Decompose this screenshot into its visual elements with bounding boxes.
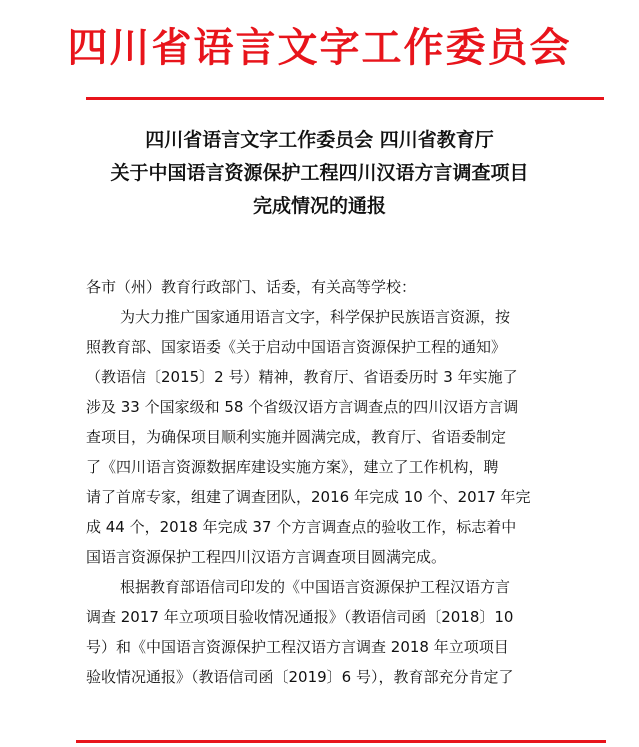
paragraph-1-line: 查项目，为确保项目顺利实施并圆满完成，教育厅、省语委制定 bbox=[86, 428, 507, 446]
notice-title-line-3: 完成情况的通报 bbox=[252, 195, 386, 217]
paragraph-2-line: 验收情况通报》（教语信司函〔2019〕6 号），教育部充分肯定了 bbox=[86, 668, 514, 686]
paragraph-1-line: 为大力推广国家通用语言文字，科学保护民族语言资源，按 bbox=[120, 308, 511, 326]
paragraph-1-line: 请了首席专家，组建了调查团队，2016 年完成 10 个、2017 年完 bbox=[86, 488, 531, 506]
paragraph-2-line: 调查 2017 年立项项目验收情况通报》（教语信司函〔2018〕10 bbox=[86, 608, 514, 626]
letterhead-title: 四川省语言文字工作委员会 bbox=[67, 24, 572, 71]
paragraph-2-line: 号）和《中国语言资源保护工程汉语方言调查 2018 年立项项目 bbox=[86, 638, 509, 656]
letterhead-red-rule bbox=[86, 97, 604, 100]
notice-title bbox=[0, 124, 639, 223]
salutation: 各市（州）教育行政部门、话委，有关高等学校： bbox=[86, 278, 417, 296]
notice-title-line-2: 关于中国语言资源保护工程四川汉语方言调查项目 bbox=[110, 162, 529, 184]
paragraph-1-line: 涉及 33 个国家级和 58 个省级汉语方言调查点的四川汉语方言调 bbox=[86, 398, 519, 416]
notice-title-line-1: 四川省语言文字工作委员会 四川省教育厅 bbox=[145, 129, 494, 151]
notice-body bbox=[86, 272, 601, 692]
paragraph-1-line: 了《四川语言资源数据库建设实施方案》，建立了工作机构，聘 bbox=[86, 458, 499, 476]
paragraph-1-line: 照教育部、国家语委《关于启动中国语言资源保护工程的通知》 bbox=[86, 338, 507, 356]
paragraph-2-line: 根据教育部语信司印发的《中国语言资源保护工程汉语方言 bbox=[120, 578, 511, 596]
paragraph-1-line: 国语言资源保护工程四川汉语方言调查项目圆满完成。 bbox=[86, 548, 447, 566]
footer-red-rule bbox=[76, 740, 606, 743]
paragraph-1-line: （教语信〔2015〕2 号）精神，教育厅、省语委历时 3 年实施了 bbox=[86, 368, 518, 386]
paragraph-1-line: 成 44 个，2018 年完成 37 个方言调查点的验收工作，标志着中 bbox=[86, 518, 517, 536]
